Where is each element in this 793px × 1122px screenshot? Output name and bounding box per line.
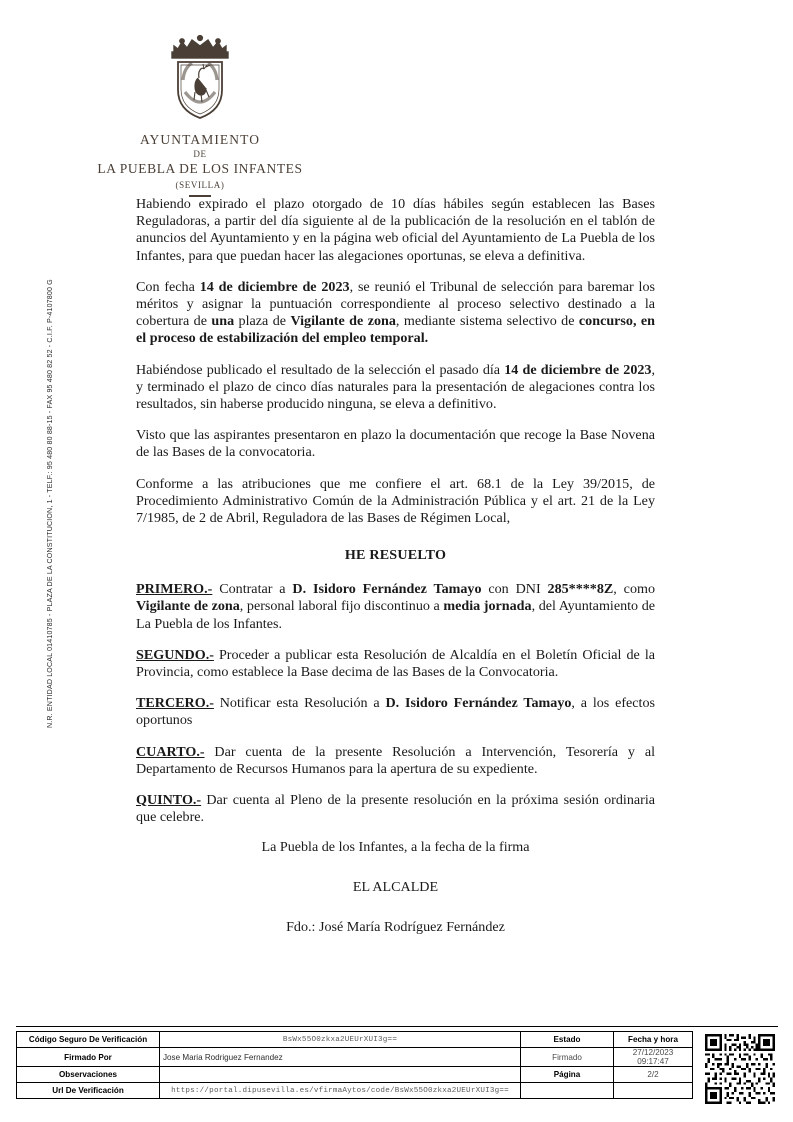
paragraph-2-date: 14 de diciembre de 2023: [199, 278, 350, 295]
clause-primero-part-e: , del Ayuntamiento de La Puebla de los Infantes.: [136, 598, 655, 632]
paragraph-3: [136, 362, 655, 414]
org-name-line1: AYUNTAMIENTO: [139, 132, 261, 147]
paragraph-1: [136, 196, 655, 265]
clause-primero: [136, 581, 655, 633]
paragraph-2-una: una: [211, 313, 235, 330]
clause-cuarto-text: Dar cuenta de la presente Resolución a Intervención, Tesorería y al Departamento de Recursos Humanos para la apertura de su expediente.: [136, 743, 655, 777]
url-value[interactable]: https://portal.dipusevilla.es/vfirmaAytos/code/BsWx55O0zkxa2UEUrXUI3g==: [160, 1083, 521, 1099]
fecha-label: Fecha y hora: [614, 1032, 693, 1048]
clause-primero-part-c: , como: [613, 581, 655, 598]
clause-primero-person: D. Isidoro Fernández Tamayo: [292, 581, 482, 598]
paragraph-2-process: concurso, en el proceso de estabilización del empleo temporal.: [136, 313, 655, 347]
csv-label: Código Seguro De Verificación: [17, 1032, 160, 1048]
paragraph-4: [136, 427, 655, 461]
table-row: [17, 1083, 693, 1099]
signer-name: Fdo.: José María Rodríguez Fernández: [286, 918, 505, 935]
clause-quinto: [136, 792, 655, 826]
clause-tercero-person: D. Isidoro Fernández Tamayo: [385, 695, 572, 712]
clause-cuarto-label: CUARTO.-: [136, 743, 205, 760]
clause-tercero-label: TERCERO.-: [136, 695, 214, 712]
pagina-value: 2/2: [614, 1067, 693, 1083]
resolution-heading: HE RESUELTO: [344, 547, 447, 564]
paragraph-5: [136, 476, 655, 528]
org-name-line2: DE: [193, 149, 207, 159]
estado-label: Estado: [521, 1032, 614, 1048]
clause-primero-label: PRIMERO.-: [136, 581, 213, 598]
coat-of-arms-icon: [154, 22, 246, 126]
paragraph-2-role: Vigilante de zona: [290, 313, 396, 330]
paragraph-2-part-a: Con fecha: [136, 278, 200, 295]
place-and-date: La Puebla de los Infantes, a la fecha de la firma: [261, 839, 530, 856]
clause-primero-part-b: con DNI: [481, 581, 548, 598]
document-body: [136, 196, 655, 936]
table-row: [17, 1067, 693, 1083]
paragraph-3-part-c: , y terminado el plazo de cinco días naturales para la presentación de alegaciones contra los resultados, sin haberse producido ninguna, se eleva a definitivo.: [136, 361, 656, 413]
clause-primero-part-a: Contratar a: [212, 581, 293, 598]
signature-footer: [16, 1026, 778, 1104]
qr-code-container: [705, 1034, 775, 1104]
footer-top-rule: [16, 1026, 778, 1027]
verification-table: [16, 1031, 693, 1099]
firmado-por-label: Firmado Por: [17, 1048, 160, 1067]
clause-primero-role: Vigilante de zona: [136, 598, 240, 615]
clause-quinto-text: Dar cuenta al Pleno de la presente resolución en la próxima sesión ordinaria que celebre.: [136, 792, 655, 826]
estado-value: Firmado: [521, 1048, 614, 1067]
qr-code-icon[interactable]: [705, 1034, 775, 1104]
paragraph-3-part-a: Habiéndose publicado el resultado de la selección el pasado día: [136, 361, 505, 378]
clause-tercero-part-b: , a los efectos oportunos: [136, 695, 656, 729]
paragraph-2-part-c: , se reunió el Tribunal de selección para baremar los méritos y asignar la puntuación correspondiente al proceso selectivo destinado a la cobertura de: [136, 278, 656, 330]
clause-primero-part-d: , personal laboral fijo discontinuo a: [239, 598, 444, 615]
clause-segundo-label: SEGUNDO.-: [136, 646, 214, 663]
clause-tercero: [136, 695, 655, 729]
clause-primero-jornada: media jornada: [443, 598, 532, 615]
observaciones-label: Observaciones: [17, 1067, 160, 1083]
clause-segundo: [136, 647, 655, 681]
firmado-por-value: Jose Maria Rodriguez Fernandez: [160, 1048, 521, 1067]
table-row: [17, 1048, 693, 1067]
paragraph-5-text: Conforme a las atribuciones que me confiere el art. 68.1 de la Ley 39/2015, de Procedimiento Administrativo Común de la Administración Pública y el art. 21 de la Ley 7/1985, de 2 de Abril, Reguladora de las Bases de Régimen Local,: [136, 475, 655, 527]
signer-title: EL ALCALDE: [352, 878, 439, 895]
clause-cuarto: [136, 744, 655, 778]
url-label: Url De Verificación: [17, 1083, 160, 1099]
empty-cell: [521, 1083, 614, 1099]
clause-primero-dni: 285****8Z: [547, 581, 614, 598]
csv-value[interactable]: BsWx55O0zkxa2UEUrXUI3g==: [160, 1032, 521, 1048]
table-row: [17, 1032, 693, 1048]
paragraph-2-part-g: , mediante sistema selectivo de: [395, 313, 579, 330]
paragraph-1-text: Habiendo expirado el plazo otorgado de 10 días hábiles según establecen las Bases Reguladoras, a partir del día siguiente al de la publicación de la resolución en el tablón de anuncios del Ayuntamiento y en la página web oficial del Ayuntamiento de La Puebla de los Infantes, para que puedan hacer las alegaciones oportunas, se eleva a definitiva.: [136, 196, 655, 264]
clause-tercero-part-a: Notificar esta Resolución a: [213, 695, 386, 712]
org-name-line3: LA PUEBLA DE LOS INFANTES: [97, 161, 303, 176]
paragraph-2-part-e: plaza de: [234, 313, 291, 330]
fecha-value: 27/12/2023 09:17:47: [614, 1048, 693, 1067]
margin-entity-info: N.R. ENTIDAD LOCAL 01410785 - PLAZA DE LA CONSTITUCION, 1 - TELF.: 95 480 80 88-15 - FAX 95 480 82 52 - C.I.F. P-4107800 G: [46, 279, 54, 728]
pagina-label: Página: [521, 1067, 614, 1083]
paragraph-3-date: 14 de diciembre de 2023: [504, 361, 652, 378]
clause-segundo-text: Proceder a publicar esta Resolución de Alcaldía en el Boletín Oficial de la Provincia, como establece la Base decima de las Bases de la Convocatoria.: [136, 646, 655, 681]
paragraph-2: [136, 279, 655, 348]
observaciones-value: [160, 1067, 521, 1083]
paragraph-4-text: Visto que las aspirantes presentaron en plazo la documentación que recoge la Base Novena de las Bases de la convocatoria.: [136, 427, 655, 461]
org-province: (SEVILLA): [175, 180, 225, 190]
document-header: [0, 22, 400, 197]
clause-quinto-label: QUINTO.-: [136, 792, 202, 809]
empty-cell: [614, 1083, 693, 1099]
